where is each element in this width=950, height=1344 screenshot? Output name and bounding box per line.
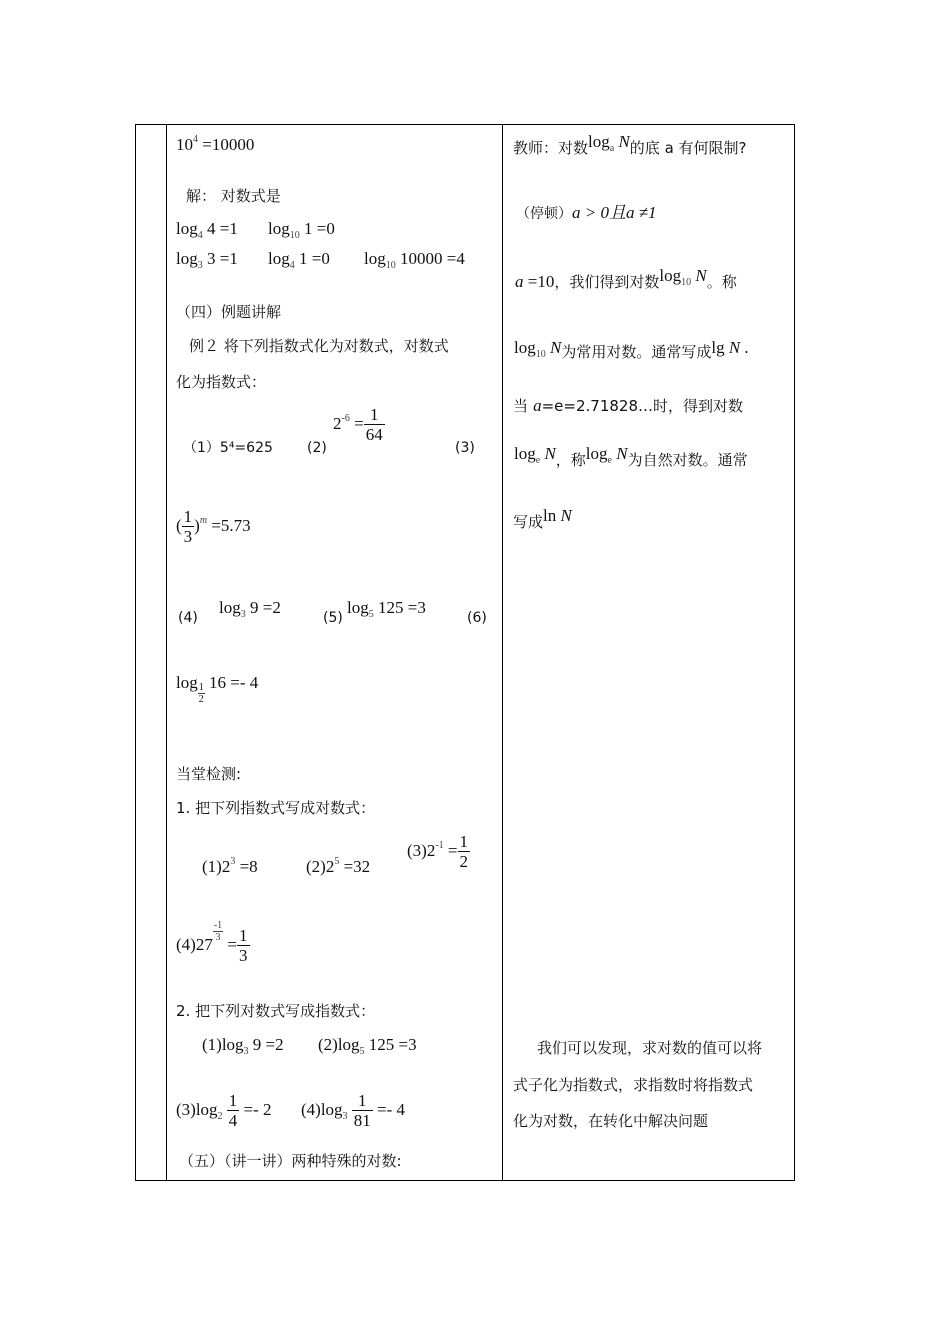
log-4-1: $\log_4 1 =0$ — [268, 249, 330, 271]
example-item-5-math: $\log_5 125 =3$ — [347, 598, 426, 620]
q2-item-4: $(4)\log_3$ $\frac{1}{81}$ =- 4 — [301, 1091, 406, 1130]
log-10-1: $\log_{10} 1 =0$ — [268, 219, 335, 241]
ln-n: ln N — [543, 506, 572, 525]
lg-n: lg N . — [711, 338, 749, 357]
example-item-2-math: $2^{-6}$ = $\frac{1}{64}$ — [333, 405, 383, 444]
example-item-4-label: (4) — [178, 610, 198, 626]
log-a-n: $\log_a N$ — [588, 132, 630, 154]
section-5-heading: （五）（讲一讲）两种特殊的对数: — [179, 1152, 402, 1170]
q1-item-2: $(2)2^5 =32$ — [306, 856, 371, 876]
table-divider-left — [166, 125, 167, 1180]
example-item-2-label: (2) — [307, 440, 327, 456]
log-10-10000: $\log_{10} 10000 =4$ — [364, 249, 465, 271]
example-item-5-label: (5) — [323, 610, 343, 626]
question-2: 2. 把下列对数式写成指数式： — [176, 1002, 376, 1020]
example-item-3-label: (3) — [455, 440, 475, 456]
q1-item-1: $(1)2^3 =8$ — [202, 856, 258, 876]
example-2-line1: 例２ 将下列指数式化为对数式，对数式 — [189, 337, 449, 355]
common-log-intro: a =10，我们得到对数$\log_{10} N$。称 — [515, 266, 737, 291]
example-item-6-label: (6) — [467, 610, 487, 626]
base-condition: （停顿）a > 0且a ≠1 — [516, 203, 657, 222]
classroom-check-heading: 当堂检测: — [176, 765, 242, 783]
natural-log-intro: 当 a=e=2.71828…时，得到对数 — [513, 396, 744, 415]
teacher-question: 教师：对数$\log_a N$的底 a 有何限制? — [513, 132, 747, 157]
log-e-n: $\log_e N$ — [514, 444, 556, 466]
example-2-line2: 化为指数式： — [176, 373, 267, 391]
solution-label: 解： 对数式是 — [186, 187, 281, 205]
natural-log-definition: $\log_e N$，称$\log_e N$为自然对数。通常 — [514, 444, 748, 469]
q2-item-1: $(1)\log_3$ 9 =2 — [202, 1035, 284, 1057]
summary-line2: 式子化为指数式，求指数时将指数式 — [513, 1076, 754, 1094]
example-item-3-math: ( $\frac{1}{3}$ )$^m$ =5.73 — [176, 507, 251, 546]
example-item-1: （1）5⁴=625 — [183, 440, 273, 456]
common-log-notation: $\log_{10} N$为常用对数。通常写成lg N . — [514, 338, 749, 361]
question-1: 1. 把下列指数式写成对数式： — [176, 799, 376, 817]
example-item-4-math: $\log_3 9 =2$ — [219, 598, 281, 620]
summary-line3: 化为对数，在转化中解决问题 — [513, 1112, 709, 1130]
q1-item-4: (4)27 $^{\frac{-1}{3}}$ = $\frac{1}{3}$ — [176, 920, 248, 966]
q2-item-3: $(3)\log_2$ $\frac{1}{4}$ =- 2 — [176, 1091, 272, 1130]
section-4-heading: （四）例题讲解 — [176, 303, 282, 321]
equation-10-power-4: $10^4 =10000$ — [176, 134, 255, 154]
log-3-3: $\log_3 3 =1$ — [176, 249, 238, 271]
natural-log-notation: 写成ln N — [513, 506, 572, 531]
q1-item-3: $(3)2^{-1}$ = $\frac{1}{2}$ — [407, 832, 469, 871]
log-4-4: $\log_4 4 =1$ — [176, 219, 238, 241]
a-equals-10: a — [515, 272, 524, 291]
q2-item-2: $(2)\log_5$ 125 =3 — [318, 1035, 417, 1057]
example-item-6-math: log $\frac{1}{2}$ 16 =- 4 — [176, 673, 259, 705]
log-10-n: $\log_{10} N$ — [659, 266, 707, 288]
summary-line1: 我们可以发现，求对数的值可以将 — [537, 1039, 763, 1057]
table-divider-middle — [502, 125, 503, 1180]
